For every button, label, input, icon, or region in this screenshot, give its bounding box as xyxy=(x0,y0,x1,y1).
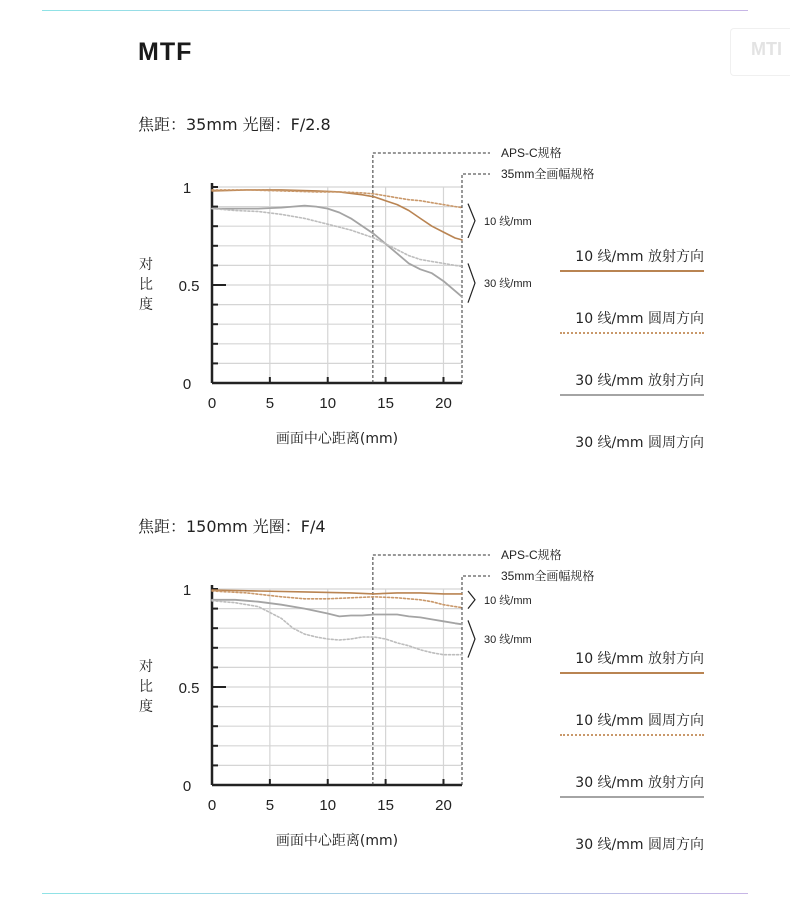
full-frame-label: 35mm全画幅规格 xyxy=(501,167,595,181)
legend-swatch xyxy=(560,672,704,674)
legend-item xyxy=(560,310,704,334)
legend-item xyxy=(560,372,704,396)
legend-item xyxy=(560,836,704,860)
ghost-title-tab: MTI xyxy=(730,28,790,76)
legend-swatch xyxy=(560,270,704,272)
x-axis-label: 画面中心距离(mm) xyxy=(275,833,399,849)
legend-swatch xyxy=(560,394,704,396)
series-line-solid-gray xyxy=(212,206,462,297)
x-tick-label: 10 xyxy=(319,395,337,412)
y-axis-label: 比 xyxy=(139,679,153,695)
chart2-heading: 焦距：150mm 光圈：F/4 xyxy=(138,517,326,536)
series-line-solid-gray xyxy=(212,600,462,625)
x-tick-label: 15 xyxy=(377,797,394,814)
top-divider xyxy=(42,10,748,11)
series-line-dot-gray xyxy=(212,209,462,267)
x-tick-label: 0 xyxy=(207,797,217,814)
full-frame-label: 35mm全画幅规格 xyxy=(501,569,595,583)
legend-item-label: 30 线/mm 放射方向 xyxy=(575,775,704,791)
legend-item xyxy=(560,650,704,674)
group-10lpmm-label: 10 线/mm xyxy=(484,594,532,607)
group-30lpmm-label: 30 线/mm xyxy=(484,633,532,646)
legend-item xyxy=(560,774,704,798)
legend-item xyxy=(560,712,704,736)
series-line-dot-gold xyxy=(212,190,462,208)
y-tick-label: 0.5 xyxy=(178,278,200,295)
chart1-heading: 焦距：35mm 光圈：F/2.8 xyxy=(138,115,331,134)
group-30lpmm-bracket xyxy=(468,263,475,302)
legend-item-label: 30 线/mm 圆周方向 xyxy=(575,837,704,853)
y-tick-label: 0.5 xyxy=(178,680,200,697)
legend-item xyxy=(560,248,704,272)
legend-item-label: 10 线/mm 圆周方向 xyxy=(575,713,704,729)
y-axis-label: 度 xyxy=(139,297,153,313)
legend-swatch xyxy=(560,734,704,736)
group-30lpmm-label: 30 线/mm xyxy=(484,278,532,291)
aps-c-label: APS-C规格 xyxy=(501,548,562,562)
x-axis-label: 画面中心距离(mm) xyxy=(275,431,399,447)
page-title: MTF xyxy=(138,38,193,66)
legend-item-label: 10 线/mm 放射方向 xyxy=(575,651,704,667)
legend-swatch xyxy=(560,796,704,798)
aps-c-label: APS-C规格 xyxy=(501,146,562,160)
x-tick-label: 20 xyxy=(435,395,452,412)
y-tick-label: 0 xyxy=(182,778,192,795)
x-tick-label: 0 xyxy=(207,395,217,412)
y-axis-label: 对 xyxy=(139,659,153,675)
y-axis-label: 比 xyxy=(139,277,153,293)
y-tick-label: 1 xyxy=(182,582,192,599)
series-line-solid-gold xyxy=(212,190,462,240)
x-tick-label: 10 xyxy=(319,797,337,814)
y-tick-label: 1 xyxy=(182,180,192,197)
y-axis-label: 对 xyxy=(139,257,153,273)
legend-item-label: 30 线/mm 放射方向 xyxy=(575,373,704,389)
bottom-divider xyxy=(42,893,748,894)
y-tick-label: 0 xyxy=(182,376,192,393)
x-tick-label: 5 xyxy=(265,395,275,412)
legend-item-label: 30 线/mm 圆周方向 xyxy=(575,435,704,451)
legend-item-label: 10 线/mm 放射方向 xyxy=(575,249,704,265)
y-axis-label: 度 xyxy=(139,699,153,715)
legend-swatch xyxy=(560,332,704,334)
group-10lpmm-bracket xyxy=(468,204,475,238)
group-30lpmm-bracket xyxy=(468,620,475,657)
group-10lpmm-bracket xyxy=(468,591,475,609)
legend-item-label: 10 线/mm 圆周方向 xyxy=(575,311,704,327)
x-tick-label: 20 xyxy=(435,797,452,814)
group-10lpmm-label: 10 线/mm xyxy=(484,215,532,228)
full-frame-boundary xyxy=(462,576,490,785)
legend-item xyxy=(560,434,704,458)
x-tick-label: 5 xyxy=(265,797,275,814)
x-tick-label: 15 xyxy=(377,395,394,412)
